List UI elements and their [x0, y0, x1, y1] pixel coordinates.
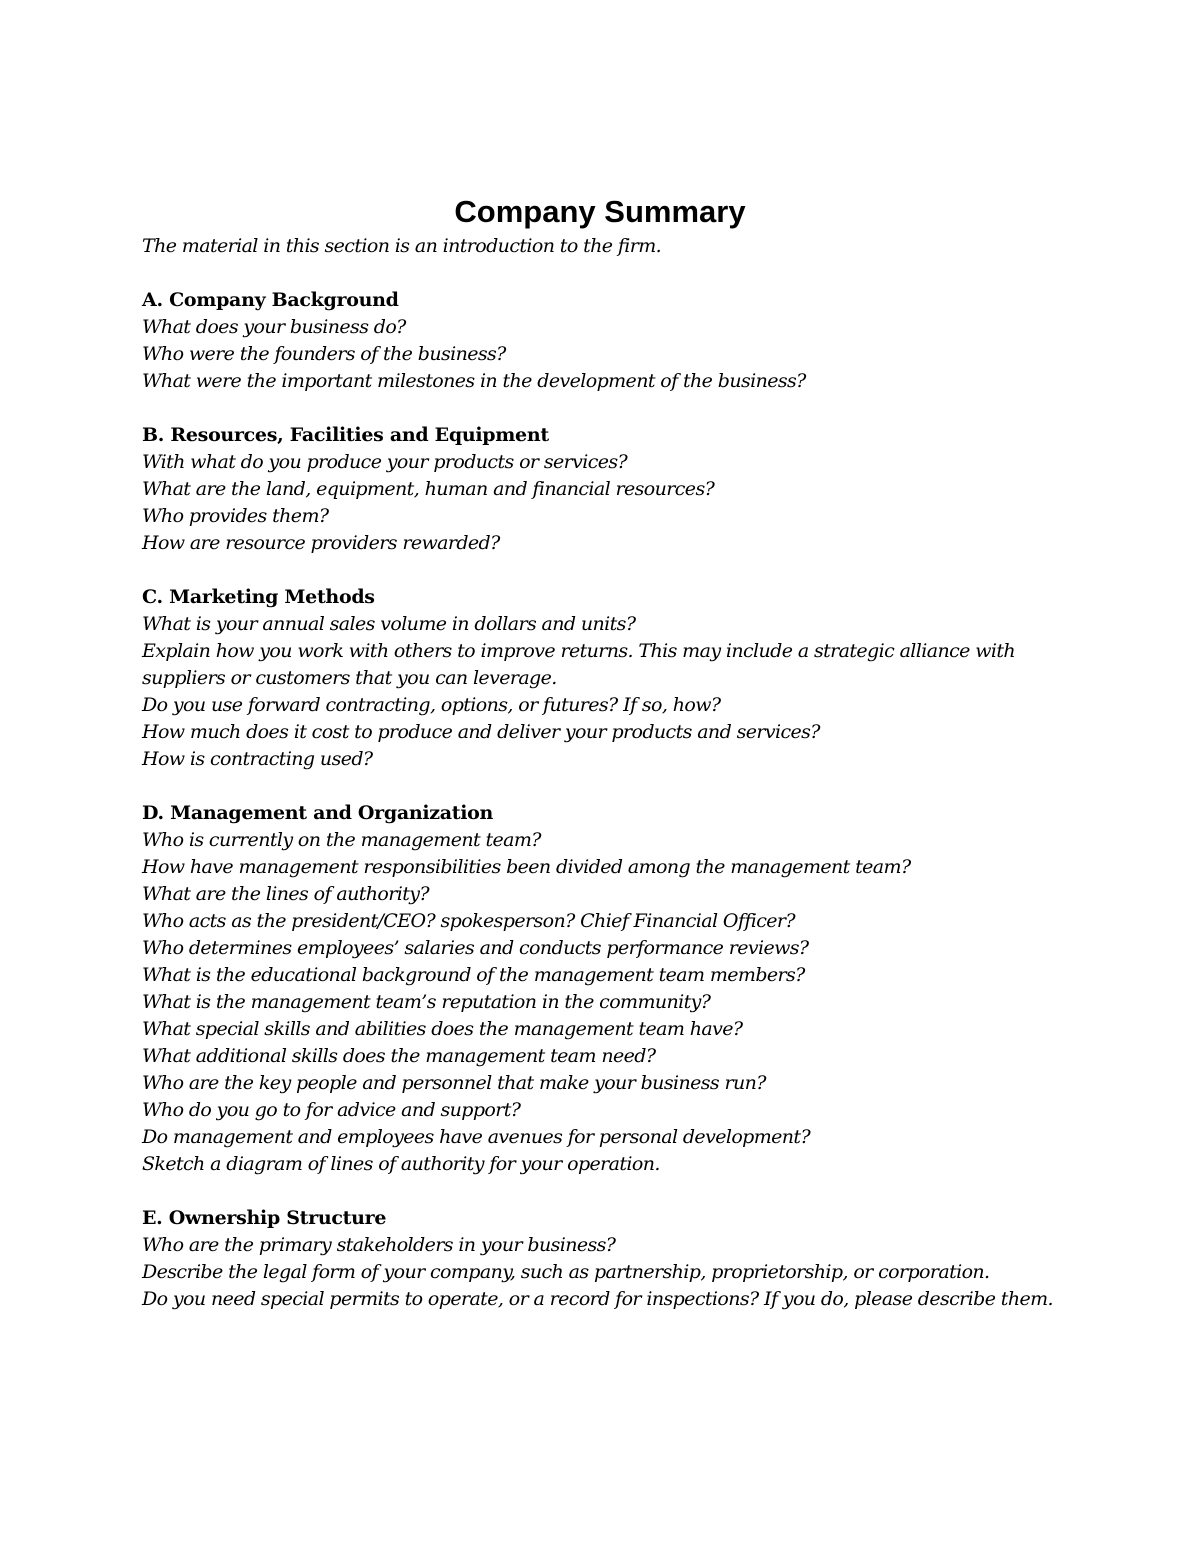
section-heading: C. Marketing Methods [142, 586, 375, 608]
section-ownership-structure [142, 1205, 1062, 1313]
page-title: Company Summary [454, 194, 746, 229]
question-item: What is your annual sales volume in dollars and units? [142, 613, 636, 635]
intro-text: The material in this section is an introduction to the firm. [142, 235, 662, 257]
section-heading: A. Company Background [142, 289, 399, 311]
question-item: Who determines employees’ salaries and conducts performance reviews? [142, 937, 809, 959]
document-body [142, 233, 1062, 1313]
question-item: How have management responsibilities been divided among the management team? [142, 856, 911, 878]
question-item: Who are the key people and personnel that make your business run? [142, 1072, 766, 1094]
question-item: What are the lines of authority? [142, 883, 429, 905]
question-item: What are the land, equipment, human and financial resources? [142, 478, 715, 500]
question-item: Who are the primary stakeholders in your business? [142, 1234, 616, 1256]
question-item: How is contracting used? [142, 748, 373, 770]
section-heading: D. Management and Organization [142, 802, 494, 824]
question-item: Who were the founders of the business? [142, 343, 506, 365]
question-item: What is the educational background of the management team members? [142, 964, 805, 986]
question-item: Who do you go to for advice and support? [142, 1099, 521, 1121]
question-item: What is the management team’s reputation in the community? [142, 991, 711, 1013]
question-item: Sketch a diagram of lines of authority for your operation. [142, 1153, 660, 1175]
section-marketing-methods [142, 584, 1062, 773]
question-item: Who provides them? [142, 505, 329, 527]
question-item: How much does it cost to produce and deliver your products and services? [142, 721, 820, 743]
question-item: Do you need special permits to operate, or a record for inspections? If you do, please describe them. [142, 1288, 1053, 1310]
question-item: What does your business do? [142, 316, 406, 338]
question-item: Describe the legal form of your company, such as partnership, proprietorship, or corporation. [142, 1261, 990, 1283]
question-item: How are resource providers rewarded? [142, 532, 500, 554]
section-heading: E. Ownership Structure [142, 1207, 387, 1229]
question-item: With what do you produce your products or services? [142, 451, 628, 473]
section-company-background [142, 287, 1062, 395]
question-item: What additional skills does the management team need? [142, 1045, 656, 1067]
question-item: Who is currently on the management team? [142, 829, 541, 851]
question-item: Do management and employees have avenues for personal development? [142, 1126, 811, 1148]
section-heading: B. Resources, Facilities and Equipment [142, 424, 549, 446]
question-item: Do you use forward contracting, options, or futures? If so, how? [142, 694, 721, 716]
question-item: What special skills and abilities does the management team have? [142, 1018, 743, 1040]
question-item: Explain how you work with others to improve returns. This may include a strategic alliance with suppliers or customers that you can leverage. [142, 640, 1016, 689]
question-item: Who acts as the president/CEO? spokesperson? Chief Financial Officer? [142, 910, 795, 932]
question-item: What were the important milestones in the development of the business? [142, 370, 806, 392]
section-resources-facilities-equipment [142, 422, 1062, 557]
section-management-organization [142, 800, 1062, 1178]
